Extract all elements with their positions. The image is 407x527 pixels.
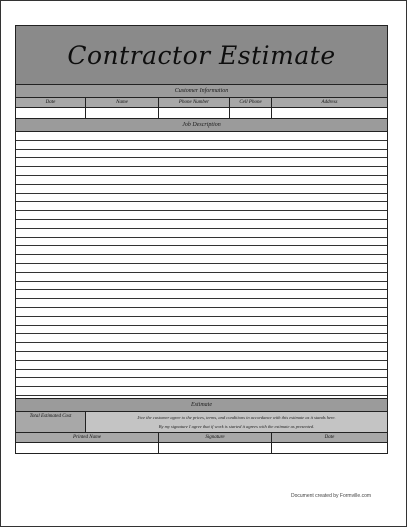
name-field[interactable] [86, 108, 159, 118]
estimate-row [16, 412, 387, 433]
job-description-line[interactable] [16, 334, 387, 343]
terms-line-1: I/we the customer agree to the prices, terms, and conditions in accordance with this estimate as it stands here. [137, 415, 336, 420]
job-description-line[interactable] [16, 229, 387, 238]
job-description-line[interactable] [16, 282, 387, 291]
job-description-line[interactable] [16, 264, 387, 273]
job-description-line[interactable] [16, 211, 387, 220]
job-description-line[interactable] [16, 370, 387, 379]
signature-field[interactable] [159, 443, 272, 453]
sign-date-field[interactable] [272, 443, 387, 453]
customer-input-row [16, 108, 387, 119]
customer-columns [16, 98, 387, 108]
cell-phone-field[interactable] [230, 108, 272, 118]
date-field[interactable] [16, 108, 86, 118]
col-signature: Signature [159, 433, 272, 442]
col-sign-date: Date [324, 435, 335, 440]
job-description-line[interactable] [16, 255, 387, 264]
col-date: Date [16, 98, 86, 107]
signature-columns [16, 433, 387, 443]
estimate-terms [86, 412, 387, 432]
signature-row [16, 443, 387, 453]
job-description-line[interactable] [16, 220, 387, 229]
job-description-line[interactable] [16, 246, 387, 255]
col-printed-name: Printed Name [16, 433, 159, 442]
total-estimated-cost-label: Total Estimated Cost [16, 412, 86, 432]
job-description-line[interactable] [16, 361, 387, 370]
customer-info-heading: Customer Information [16, 85, 387, 98]
phone-field[interactable] [159, 108, 230, 118]
job-description-line[interactable] [16, 194, 387, 203]
job-description-line[interactable] [16, 387, 387, 396]
job-description-line[interactable] [16, 185, 387, 194]
job-description-line[interactable] [16, 317, 387, 326]
job-description-line[interactable] [16, 378, 387, 387]
col-name: Name [86, 98, 159, 107]
job-description-line[interactable] [16, 290, 387, 299]
estimate-heading: Estimate [16, 399, 387, 412]
title-bar [16, 26, 387, 85]
job-description-line[interactable] [16, 326, 387, 335]
address-field[interactable] [272, 108, 387, 118]
col-phone: Phone Number [159, 98, 230, 107]
form-title: Contractor Estimate [67, 40, 336, 70]
job-description-line[interactable] [16, 202, 387, 211]
job-description-line[interactable] [16, 308, 387, 317]
job-description-heading: Job Description [16, 119, 387, 132]
footer-credit: Document created by Formville.com [291, 493, 372, 499]
col-address: Address [321, 100, 338, 105]
job-description-line[interactable] [16, 343, 387, 352]
job-description-line[interactable] [16, 299, 387, 308]
job-description-lines[interactable] [16, 132, 387, 399]
printed-name-field[interactable] [16, 443, 159, 453]
job-description-line[interactable] [16, 141, 387, 150]
job-description-line[interactable] [16, 238, 387, 247]
job-description-line[interactable] [16, 132, 387, 141]
job-description-line[interactable] [16, 158, 387, 167]
job-description-line[interactable] [16, 273, 387, 282]
job-description-line[interactable] [16, 176, 387, 185]
job-description-line[interactable] [16, 167, 387, 176]
job-description-line[interactable] [16, 352, 387, 361]
col-cell-phone: Cell Phone [230, 98, 272, 107]
estimate-form [15, 25, 388, 454]
terms-line-2: By my signature I agree that if work is started it agrees with the estimate as presented. [158, 424, 315, 429]
job-description-line[interactable] [16, 150, 387, 159]
